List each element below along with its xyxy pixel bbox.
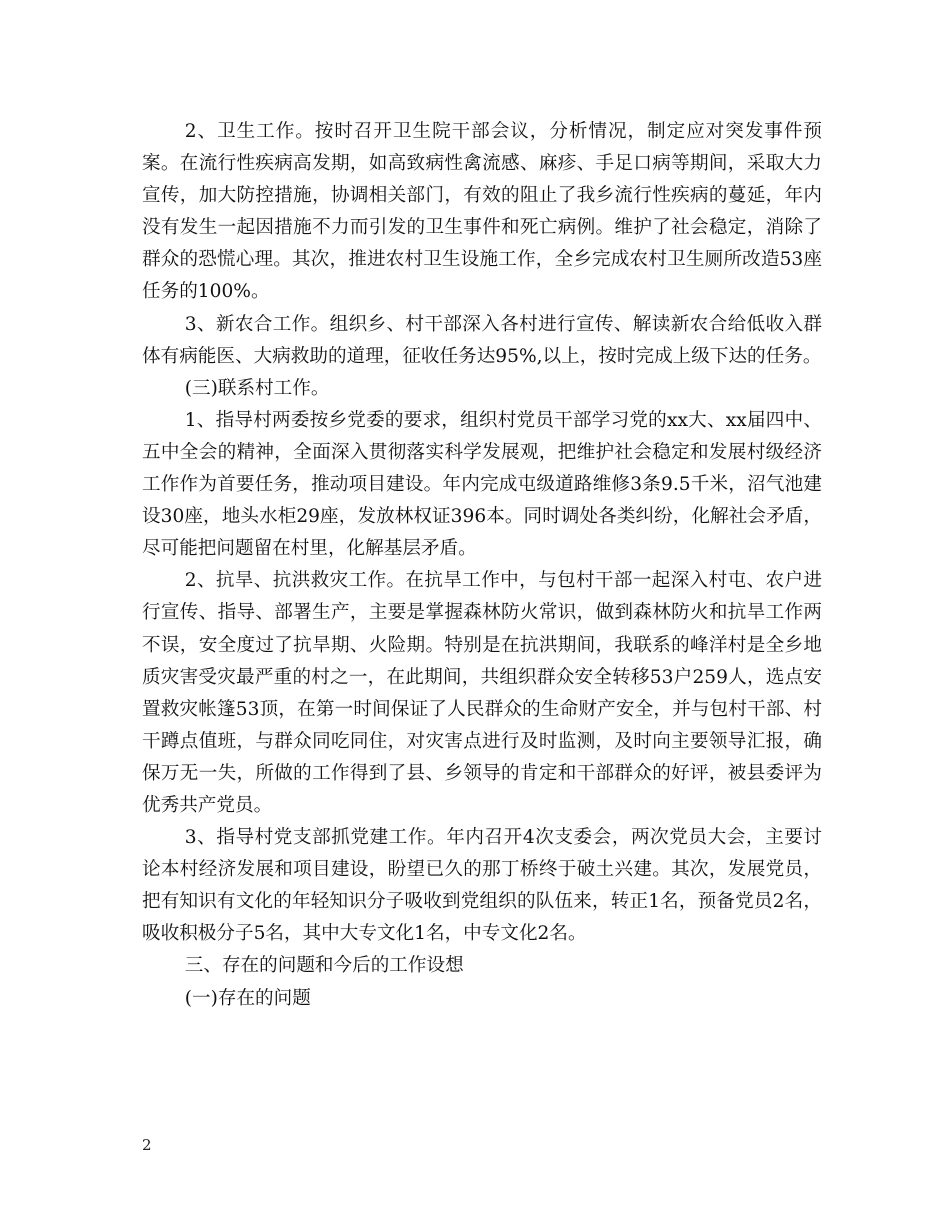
paragraph-new-rural-coop: 3、新农合工作。组织乡、村干部深入各村进行宣传、解读新农合给低收入群体有病能医、大病救助的道理，征收任务达95%,以上，按时完成上级下达的任务。 bbox=[142, 313, 822, 367]
document-body bbox=[142, 116, 822, 1015]
paragraph-health-work: 2、卫生工作。按时召开卫生院干部会议，分析情况，制定应对突发事件预案。在流行性疾病高发期，如高致病性禽流感、麻疹、手足口病等期间，采取大力宣传，加大防控措施，协调相关部门，有效的阻止了我乡流行性疾病的蔓延，年内没有发生一起因措施不力而引发的卫生事件和死亡病例。维护了社会稳定，消除了群众的恐慌心理。其次，推进农村卫生设施工作，全乡完成农村卫生厕所改造53座任务的100%。 bbox=[142, 121, 822, 303]
subsection-heading-problems: (一)存在的问题 bbox=[184, 987, 311, 1009]
paragraph-disaster-relief: 2、抗旱、抗洪救灾工作。在抗旱工作中，与包村干部一起深入村屯、农户进行宣传、指导、部署生产，主要是掌握森林防火常识，做到森林防火和抗旱工作两不误，安全度过了抗旱期、火险期。特别是在抗洪期间，我联系的峰洋村是全乡地质灾害受灾最严重的村之一，在此期间，共组织群众安全转移53户259人，选点安置救灾帐篷53顶，在第一时间保证了人民群众的生命财产安全，并与包村干部、村干蹲点值班，与群众同吃同住，对灾害点进行及时监测，及时向主要领导汇报，确保万无一失，所做的工作得到了县、乡领导的肯定和干部群众的好评，被县委评为优秀共产党员。 bbox=[142, 570, 822, 816]
section-heading-problems-and-plans: 三、存在的问题和今后的工作设想 bbox=[184, 955, 464, 977]
page-number: 2 bbox=[142, 1136, 152, 1154]
section-heading-liaison-village: (三)联系村工作。 bbox=[184, 377, 330, 399]
paragraph-guide-village: 1、指导村两委按乡党委的要求，组织村党员干部学习党的xx大、xx届四中、五中全会的精神，全面深入贯彻落实科学发展观，把维护社会稳定和发展村级经济工作作为首要任务，推动项目建设。年内完成屯级道路维修3条9.5千米，沼气池建设30座，地头水柜29座，发放林权证396本。同时调处各类纠纷，化解社会矛盾，尽可能把问题留在村里，化解基层矛盾。 bbox=[142, 409, 822, 560]
paragraph-party-building: 3、指导村党支部抓党建工作。年内召开4次支委会，两次党员大会，主要讨论本村经济发展和项目建设，盼望已久的那丁桥终于破土兴建。其次，发展党员，把有知识有文化的年轻知识分子吸收到党组织的队伍来，转正1名，预备党员2名，吸收积极分子5名，其中大专文化1名，中专文化2名。 bbox=[142, 827, 822, 945]
